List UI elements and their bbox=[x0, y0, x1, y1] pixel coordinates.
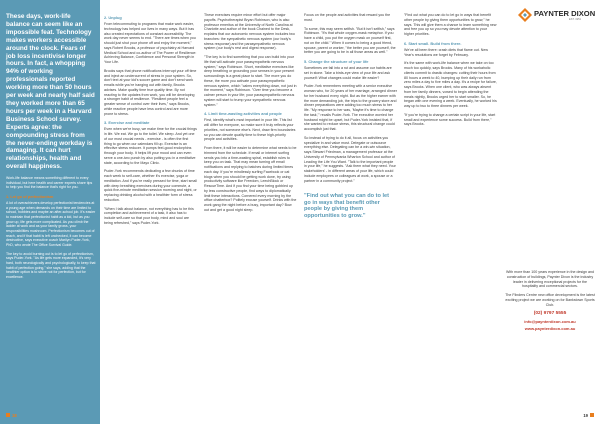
body-text: The key to avoid burning out is to let go of perfectionism, says Puder-York. "As life gets more expanded, it's very hard, both neurologically and psychologically, to keep that habit of perfection going," she says, adding that the healthier option is to strive not for perfection, but for excellence. bbox=[6, 251, 96, 279]
body-text: "If you're trying to change a certain script in your life, start small and experience some success. Build from there," says Brooks. bbox=[404, 112, 496, 127]
advertiser-column bbox=[500, 0, 600, 424]
body-text: Puder-York remembers meeting with a senior executive woman who, for 20 years of her marriage, arranged dinner for her husband every night. But as the higher earner with the more demanding job, the trips to the grocery store and dinner preparations were adding too much stress to her life. "My response to her was, 'Maybe it's time to change the task,'" recalls Puder-York. The executive worried her husband might be upset, but Puder-York insisted that, if she wanted to reduce stress, this structural change could accomplish just that. bbox=[304, 84, 397, 131]
page-number-right: 19 bbox=[583, 413, 588, 418]
sidebar bbox=[0, 0, 100, 424]
body-text: With more than 100 years experience in the design and construction of buildings, Paynter Dixon is the industry leader in delivering exceptional projects for the hospitality and commercial sectors. bbox=[505, 270, 595, 289]
body-text: Focus on the people and activities that reward you the most. bbox=[304, 13, 391, 22]
article-column-3 bbox=[200, 0, 300, 424]
body-text: To some, this may seem selfish. "But it isn't selfish," says Robinson. "It's that whole oxygen-mask metaphor. If you have a child, you put the oxygen mask on yourself first, not on the child." When it comes to being a good friend, spouse, parent or worker, "the better you are yourself, the better you are going to be in all those areas as well." bbox=[304, 26, 396, 55]
intro-text: These days, work-life balance can seem like an impossible feat. Technology makes workers accessible around the clock. Fears of job loss incentivise longer hours. In fact, a whopping 94% of working professionals reported working more than 50 hours per week and nearly half said they worked more than 65 hours per week in a Harvard Business School survey. Experts agree: the compounding stress from the never-ending workday is damaging. It can hurt relationships, health and overall happiness. bbox=[6, 13, 95, 171]
page-number-left: 18 bbox=[12, 413, 17, 418]
article-column-5 bbox=[400, 0, 500, 424]
section-heading: 1. Let go of perfectionism bbox=[6, 194, 54, 200]
body-text: First, identify what's most important in your life. This list will differ for everyone, so make sure it truly reflects your priorities, not someone else's. Next, draw firm boundaries so you can devote quality time to these high-priority people and activities. bbox=[204, 118, 296, 142]
article-column-2 bbox=[100, 0, 200, 424]
contact-email[interactable]: info@paynterdixon.com.au bbox=[524, 319, 576, 325]
section-heading: 3. Exercise and meditate bbox=[104, 120, 150, 126]
brand-established: EST. 1951 bbox=[569, 18, 581, 21]
body-text: From telecommuting to programs that make work easier, technology has helped our lives in many ways. But it has also created expectations of constant accessibility. The work day never seems to end. "There are times when you should just shut your phone off and enjoy the moment," says Robert Brooks, a professor of psychiatry at Harvard Medical School and co-author of The Power of Resilience: Achieving Balance, Confidence and Personal Strength in Your Life. bbox=[104, 22, 197, 64]
body-text: Even when we're busy, we make time for the crucial things in life. We eat. We go to the toilet. We sleep. And yet one of our most crucial needs - exercise - is often the first thing to go when our calendars fill up. Exercise is an effective stress reducer. It pumps feel-good endorphins through your body. It helps lift your mood and can even serve a one-two punch by also putting you in a meditative state, according to the Mayo Clinic. bbox=[104, 127, 197, 165]
section-heading: 5. Change the structure of your life bbox=[304, 59, 369, 64]
page-marker bbox=[590, 413, 594, 417]
brand-name: PAYNTER DIXON bbox=[534, 9, 596, 18]
body-text: We've all been there: crash diets that flame out. New Year's resolutions we forget by February. bbox=[404, 47, 488, 57]
pull-quote: "Find out what you can do to let go in ways that benefit other people by giving them opportunities to grow." bbox=[304, 193, 389, 220]
section-heading: 6. Start small. Build from there. bbox=[404, 40, 462, 46]
body-text: These exercises require minor effort but offer major payoffs. Psychotherapist Bryan Robinson, who is also professor emeritus at the University of North Carolina at Charlotte and author of the book Chained to the Desk, explains that our autonomic nervous system includes two branches: the sympathetic nervous system (our body's stress response) and the parasympathetic nervous system (our body's rest and digest response). bbox=[204, 13, 295, 51]
article-column-4 bbox=[300, 0, 400, 424]
section-heading: 2. Unplug bbox=[104, 15, 122, 20]
body-text: So instead of trying to do it all, focus on activities you specialize in and value most. Delegate or outsource everything else. Delegating can be a win-win situation, says Stewart Friedman, a management professor at the University of Pennsylvania Wharton School and author of Leading the Life You Want. "Talk to the important people in your life," he suggests. "Ask them what they need. Your stakeholders' - in different areas of your life, which could include employees or colleagues at work, a spouse or a partner in a community project." bbox=[304, 135, 396, 183]
contact-website[interactable]: www.paynterdixon.com.au bbox=[524, 326, 576, 332]
contact-phone: (02) 9797 5555 bbox=[533, 311, 567, 317]
body-text: Puder-York recommends dedicating a few chunks of time each week to self-care, whether it's exercise, yoga or meditation. And if you're really pressed for time, start small with deep breathing exercises during your commute, a quick five-minute meditation session morning and night, or replacing drinking alcohol with a healthier form of stress reduction. bbox=[104, 169, 197, 202]
brand-logo bbox=[518, 8, 596, 23]
body-text: A lot of overachievers develop perfectionist tendencies at a young age when demands on their time are limited to school, hobbies and maybe an after-school job. It's easier to maintain that perfectionist habit as a kid, but as you grow up, life gets more complicated. As you climb the ladder at work and as your family grows, your responsibilities mushroom. Perfectionism becomes out of reach, and if that habit is left unchecked, it can become destructive, says executive coach Marilyn Puder-York, PhD, who wrote The Office Survival Guide. bbox=[6, 201, 96, 247]
body-text: From there, it will be easier to determine what needs to be trimmed from the schedule. If email or internet surfing sends you into a time-wasting spiral, establish rules to keep you on task. That may mean turning off email notifications and replying to batches during limited times each day. If you're mindlessly surfing Facebook or cat blogs when you should be getting work done, try using productivity software like Freedom, LeechBlock or RescueTime. And if you find your time being gobbled up by less constructive people, find ways to diplomatically limit these interactions. Cornered every morning by the office chatterbox? Politely excuse yourself. Drinks with the work gang the night before a busy, important day? Bow out and get a good night sleep. bbox=[204, 146, 297, 212]
page-marker bbox=[6, 413, 10, 417]
paynter-dixon-logo-icon bbox=[518, 8, 532, 22]
body-text: Work-life balance means something different to every individual, but here health and career experts share tips to help you find the balance that's right for you. bbox=[6, 176, 93, 190]
body-text: "When I talk about balance, not everything has to be this completion and achievement of a task, it also has to include self-care so that your body, mind and soul are being refreshed," says Puder-York. bbox=[104, 206, 194, 225]
body-text: "The key is to find something that you can build into your life that will activate your parasympathetic nervous system," says Robinson. Short, meditative exercises like deep breathing or grounding your senses in your present surroundings is a great place to start. The more you do these, the more you activate your parasympathetic nervous system, which "calms everything down, not just in the moment," says Robinson. "Over time you become a calmer person in your life; your parasympathetic nervous system will start to trump your sympathetic nervous system." bbox=[204, 55, 297, 107]
body-text: "Find out what you can do to let go in ways that benefit other people by giving them opportunities to grow," he says. This will give them a chance to learn something new and free you up so you may devote attention to your higher priorities. bbox=[404, 13, 497, 36]
section-heading: 4. Limit time-wasting activities and people bbox=[204, 111, 282, 117]
advertiser-copy bbox=[505, 270, 595, 331]
body-text: Brooks says that phone notifications interrupt your off time and inject an undercurrent of stress in your system. So, don't text at your kid's soccer game and don't send work emails while you're hanging out with family, Brooks advises. Make quality time true quality time. By not reacting to the updates from work, you will be developing a stronger habit of resilience. "Resilient people feel a greater sense of control over their lives," says Brooks, while reactive people have less control and are more prone to stress. bbox=[104, 68, 197, 116]
body-text: Sometimes we fall into a rut and assume our habits are set in stone. Take a birds-eye view of your life and ask yourself: What changes could make life easier? bbox=[304, 66, 392, 80]
body-text: It's the same with work-life balance when we take on too much too quickly, says Brooks. Many of his workaholic clients commit to drastic changes: cutting their hours from 80 hours a week to 40, bumping up their daily run from zero miles a day to five miles a day. It's a recipe for failure, says Brooks. When one client, who was always absent from her family dinners, vowed to begin attending the meals nightly, Brooks urged her to start smaller. So, he began with one evening a week. Eventually, he worked his way up to two to three dinners per week. bbox=[404, 61, 497, 108]
body-text: The Flinders Centre new office development is the latest exciting project we are working on for Bankstown Sports Club. bbox=[505, 293, 595, 307]
